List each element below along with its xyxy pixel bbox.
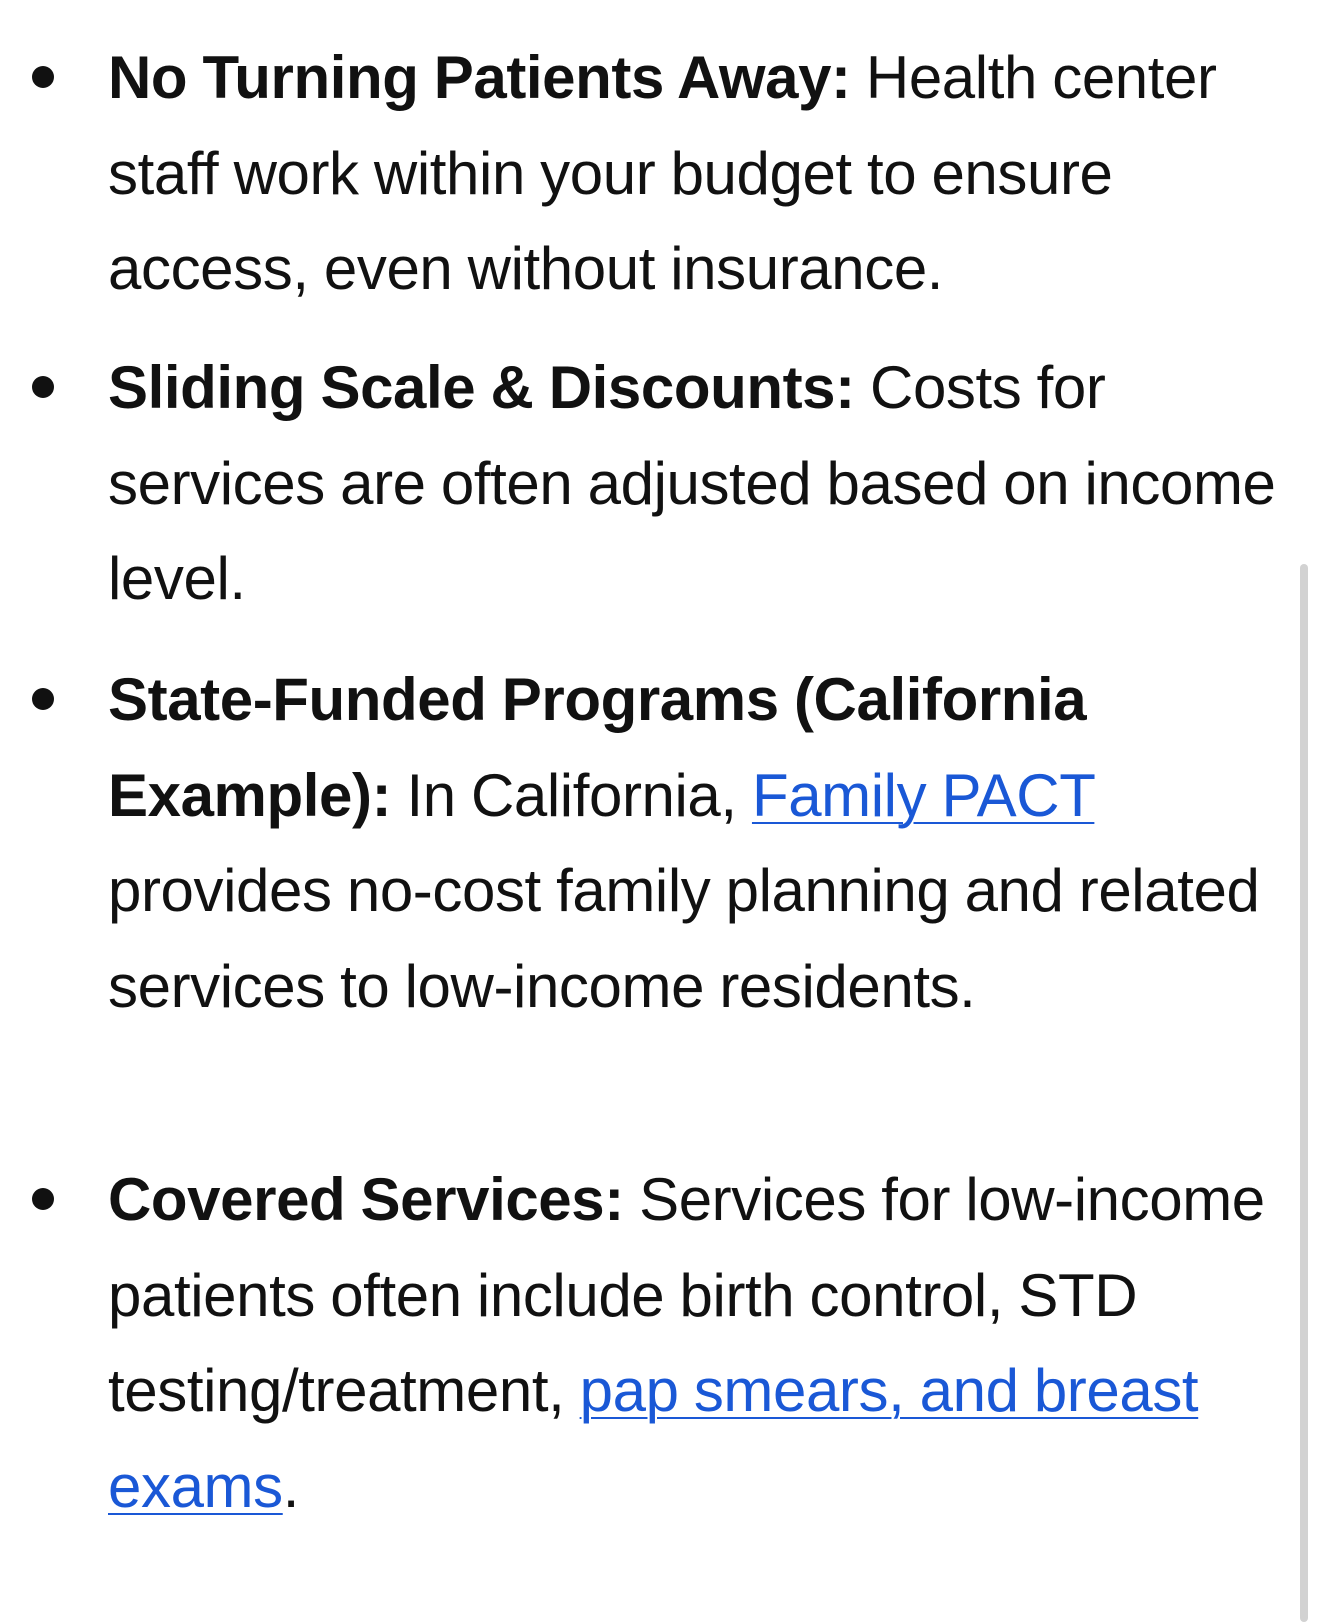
item-text-after-link: .: [282, 1452, 300, 1520]
item-term: Covered Services:: [108, 1166, 624, 1233]
item-term: State-Funded Programs (California Example):: [108, 666, 1087, 829]
item-text-before-link: Services for low-income patients often include birth control, STD testing/treatment,: [108, 1166, 1265, 1424]
pap-smears-link[interactable]: pap smears, and breast exams: [108, 1357, 1199, 1520]
item-text-before-link: In California,: [391, 761, 752, 829]
item-paragraph: [108, 1152, 1283, 1534]
item-text: Costs for services are often adjusted based on income level.: [108, 354, 1276, 612]
bullet-icon: [32, 66, 54, 88]
item-paragraph: [108, 30, 1283, 317]
item-paragraph: [108, 652, 1283, 1034]
bullet-icon: [32, 1188, 54, 1210]
item-text: Health center staff work within your budget to ensure access, even without insurance.: [108, 44, 1217, 302]
vertical-scrollbar[interactable]: [1300, 564, 1308, 1622]
item-term: Sliding Scale & Discounts:: [108, 354, 855, 421]
item-text-after-link: provides no-cost family planning and related services to low-income residents.: [108, 857, 1260, 1020]
item-term: No Turning Patients Away:: [108, 44, 851, 111]
family-pact-link[interactable]: Family PACT: [751, 761, 1095, 829]
bullet-icon: [32, 376, 54, 398]
bullet-icon: [32, 688, 54, 710]
item-paragraph: [108, 340, 1283, 627]
